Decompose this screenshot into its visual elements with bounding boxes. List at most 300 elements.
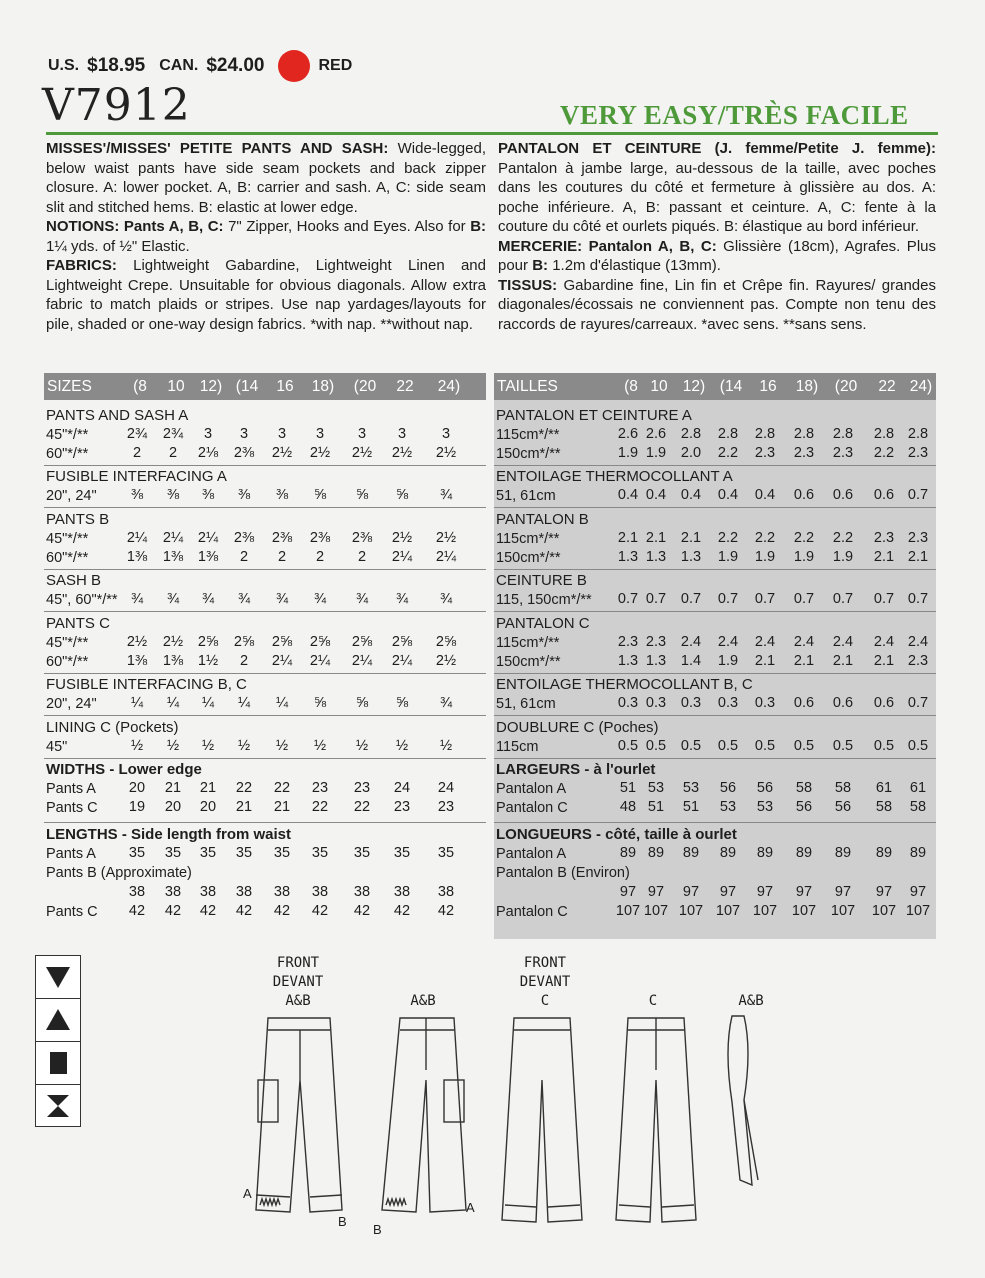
en-cell: ¾ (130, 591, 144, 608)
fr-cell: 2.4 (873, 633, 895, 650)
fr-size-header: 22 (878, 377, 896, 395)
en-length-c-cell: 42 (437, 903, 455, 920)
en-cell: 3 (315, 425, 325, 442)
fr-cell: 0.5 (907, 737, 929, 754)
fr-cell: 1.4 (680, 653, 702, 670)
en-length-c-cell: 42 (235, 903, 253, 920)
fr-section-rule (494, 465, 936, 466)
en-width-cell: 23 (311, 779, 329, 796)
fr-cell: 2.8 (907, 425, 929, 442)
us-label: U.S. (48, 57, 80, 74)
fr-length-b-cell: 97 (756, 883, 774, 900)
en-length-c-cell: 42 (311, 903, 329, 920)
front-c-line1: FRONT (523, 955, 567, 971)
en-cell: 2½ (309, 445, 331, 462)
fr-width-cell: 61 (875, 779, 893, 796)
fr-section-title: PANTALON C (496, 614, 590, 632)
fr-cell: 1.3 (645, 549, 667, 566)
fr-width-cell: 56 (719, 779, 737, 796)
en-cell: 2⅝ (391, 633, 413, 650)
en-notions-b1: Pants A, B, C: (119, 218, 224, 235)
en-section-title: FUSIBLE INTERFACING A (46, 468, 227, 486)
fr-row-label: 150cm*/** (496, 654, 561, 671)
can-label: CAN. (159, 57, 199, 74)
en-width-cell: 23 (437, 799, 455, 816)
en-section-title: SASH B (46, 572, 102, 590)
en-cell: ½ (201, 737, 215, 754)
fr-row-label: 115cm*/** (496, 426, 560, 443)
en-cell: 2⅝ (197, 633, 219, 650)
fr-section-rule (494, 611, 936, 612)
fr-cell: 1.9 (793, 549, 815, 566)
front-c-line2: DEVANT (519, 974, 571, 990)
en-length-a-cell: 35 (199, 844, 217, 861)
en-size-header: 24) (437, 377, 461, 395)
fr-length-b-cell: 97 (647, 883, 665, 900)
color-name: RED (318, 57, 353, 74)
en-cell: ⅝ (313, 695, 327, 712)
fr-cell: 2.6 (617, 425, 639, 442)
fr-section-rule (494, 822, 936, 823)
fr-length-a-cell: 89 (619, 844, 637, 861)
fr-cell: 2.3 (754, 445, 776, 462)
en-cell: ⅜ (201, 487, 215, 504)
en-cell: 2½ (435, 653, 457, 670)
fr-width-cell: 51 (647, 799, 665, 816)
en-row-label: 45" (46, 738, 68, 755)
fr-size-header: 16 (759, 377, 777, 395)
fr-cell: 2.4 (832, 633, 854, 650)
en-length-b-label: Pants B (Approximate) (46, 865, 192, 882)
fr-cell: 2.8 (680, 425, 702, 442)
en-notions-text1: 7" Zipper, Hooks and Eyes. Also for (223, 218, 471, 235)
en-length-b-cell: 38 (311, 883, 329, 900)
fr-length-c-cell: 107 (643, 903, 669, 920)
en-length-a-cell: 35 (437, 844, 455, 861)
en-section-rule (44, 822, 486, 823)
en-length-c-cell: 42 (393, 903, 411, 920)
en-section-title: FUSIBLE INTERFACING B, C (46, 676, 247, 694)
en-size-header: 22 (396, 377, 414, 395)
fr-cell: 0.3 (717, 695, 739, 712)
fr-section-rule (494, 569, 936, 570)
en-size-header: 12) (199, 377, 223, 395)
en-width-cell: 22 (235, 779, 253, 796)
en-cell: ¾ (313, 591, 327, 608)
en-cell: 2½ (162, 633, 184, 650)
fr-cell: 0.3 (617, 695, 639, 712)
en-cell: 2¾ (162, 425, 184, 442)
fr-cell: 1.3 (617, 653, 639, 670)
en-cell: 3 (441, 425, 451, 442)
en-cell: 3 (239, 425, 249, 442)
en-cell: 2¼ (391, 653, 413, 670)
en-cell: ¼ (166, 695, 180, 712)
fr-cell: 1.9 (645, 445, 667, 462)
en-cell: 2 (239, 549, 249, 566)
fr-length-b-cell: 97 (719, 883, 737, 900)
en-cell: 2 (132, 445, 142, 462)
price-row (48, 50, 352, 82)
fr-cell: 0.7 (645, 591, 667, 608)
en-cell: ¼ (275, 695, 289, 712)
fr-width-cell: 53 (719, 799, 737, 816)
fr-section-title: PANTALON B (496, 510, 589, 528)
fr-cell: 2.3 (832, 445, 854, 462)
fr-cell: 0.6 (793, 695, 815, 712)
fr-size-header: (20 (834, 377, 858, 395)
fr-cell: 2.1 (680, 529, 702, 546)
en-notions-title: NOTIONS: (46, 218, 120, 235)
en-fabrics-para (46, 256, 486, 334)
en-cell: ⅜ (166, 487, 180, 504)
en-length-a-cell: 35 (235, 844, 253, 861)
en-cell: 1½ (197, 653, 219, 670)
en-length-c-cell: 42 (164, 903, 182, 920)
en-notions-para (46, 217, 486, 256)
fr-cell: 2.1 (617, 529, 639, 546)
french-yardage-table (494, 373, 936, 939)
fr-row-label: 115cm*/** (496, 530, 560, 547)
en-row-label: 20", 24" (46, 696, 97, 713)
mark-b-1: B (338, 1214, 347, 1229)
en-cell: 2½ (391, 529, 413, 546)
fr-width-cell: 53 (682, 779, 700, 796)
fr-cell: 2.2 (873, 445, 895, 462)
en-width-cell: 23 (393, 799, 411, 816)
en-cell: 2⅝ (309, 633, 331, 650)
fr-cell: 0.4 (645, 487, 667, 504)
en-length-a-cell: 35 (393, 844, 411, 861)
mark-a-2: A (466, 1200, 475, 1215)
en-width-cell: 20 (199, 799, 217, 816)
en-cell: 1⅜ (162, 549, 184, 566)
fr-length-c-cell: 107 (715, 903, 741, 920)
en-cell: 2¼ (309, 653, 331, 670)
fr-section-rule (494, 715, 936, 716)
fr-cell: 1.9 (832, 549, 854, 566)
en-size-header: (14 (235, 377, 259, 395)
fr-length-b-cell: 97 (795, 883, 813, 900)
fr-cell: 0.5 (645, 737, 667, 754)
fr-cell: 2.4 (907, 633, 929, 650)
en-cell: 2 (357, 549, 367, 566)
fr-cell: 2.1 (832, 653, 854, 670)
en-cell: ¾ (355, 591, 369, 608)
fr-cell: 2.4 (754, 633, 776, 650)
garment-drawings (230, 1010, 790, 1240)
en-cell: 2 (315, 549, 325, 566)
en-section-rule (44, 465, 486, 466)
fr-cell: 0.3 (645, 695, 667, 712)
fr-cell: 0.4 (754, 487, 776, 504)
en-width-cell: 23 (353, 779, 371, 796)
en-desc-para (46, 139, 486, 217)
fr-length-c-cell: 107 (678, 903, 704, 920)
fr-notions-para (498, 237, 936, 276)
color-dot-icon (278, 50, 310, 82)
fr-length-b-cell: 97 (619, 883, 637, 900)
back-c-pants-drawing (616, 1018, 696, 1222)
fr-cell: 2.4 (717, 633, 739, 650)
en-row-label: 20", 24" (46, 488, 97, 505)
en-desc-title: MISSES'/MISSES' PETITE PANTS AND SASH: (46, 140, 389, 157)
en-lengths-title: LENGTHS - Side length from waist (46, 825, 292, 843)
en-cell: 2⅜ (233, 529, 255, 546)
fr-cell: 0.6 (832, 487, 854, 504)
fr-length-a-cell: 89 (647, 844, 665, 861)
fr-cell: 0.4 (680, 487, 702, 504)
en-width-cell: 21 (235, 799, 253, 816)
en-cell: ¼ (237, 695, 251, 712)
en-length-a-cell: 35 (353, 844, 371, 861)
fr-cell: 0.7 (717, 591, 739, 608)
fr-row-label: 51, 61cm (496, 488, 556, 505)
fr-length-b-cell: 97 (834, 883, 852, 900)
pattern-number: V7912 (42, 80, 191, 131)
french-description (498, 139, 936, 334)
en-cell: 2⅜ (309, 529, 331, 546)
us-price: $18.95 (87, 55, 146, 76)
en-cell: ¾ (439, 695, 453, 712)
en-cell: ¾ (275, 591, 289, 608)
fr-sizes-bar (494, 373, 936, 400)
fr-cell: 0.7 (832, 591, 854, 608)
fr-cell: 2.4 (793, 633, 815, 650)
en-section-rule (44, 715, 486, 716)
fr-cell: 0.7 (907, 591, 929, 608)
front-c-pants-drawing (502, 1018, 582, 1222)
en-cell: 2⅝ (351, 633, 373, 650)
en-length-a-cell: 35 (128, 844, 146, 861)
en-width-cell: 21 (199, 779, 217, 796)
fr-cell: 2.2 (717, 445, 739, 462)
fr-cell: 2.3 (617, 633, 639, 650)
fr-cell: 2.4 (680, 633, 702, 650)
en-cell: 2¼ (197, 529, 219, 546)
en-length-c-cell: 42 (199, 903, 217, 920)
fr-width-cell: 58 (795, 779, 813, 796)
fr-section-title: ENTOILAGE THERMOCOLLANT B, C (496, 676, 753, 694)
en-section-title: PANTS AND SASH A (46, 406, 189, 424)
fr-fabrics-para (498, 276, 936, 335)
en-cell: ½ (355, 737, 369, 754)
back-ab-pants-drawing (382, 1018, 466, 1212)
en-cell: ½ (313, 737, 327, 754)
fr-cell: 1.9 (754, 549, 776, 566)
en-sizes-label: SIZES (47, 377, 92, 395)
en-cell: ½ (166, 737, 180, 754)
en-cell: 2¼ (435, 549, 457, 566)
fr-cell: 0.5 (832, 737, 854, 754)
en-size-header: (20 (353, 377, 377, 395)
en-length-b-cell: 38 (128, 883, 146, 900)
en-cell: 2⅝ (435, 633, 457, 650)
difficulty-label: VERY EASY/TRÈS FACILE (560, 100, 909, 130)
fr-cell: 0.3 (680, 695, 702, 712)
front-ab-pants-drawing (256, 1018, 342, 1212)
fr-width-label: Pantalon C (496, 800, 568, 817)
square-icon (36, 1042, 80, 1085)
fr-length-c-cell: 107 (791, 903, 817, 920)
fr-cell: 2.0 (680, 445, 702, 462)
en-cell: ½ (237, 737, 251, 754)
en-cell: 1⅜ (126, 653, 148, 670)
fr-size-header: 18) (795, 377, 819, 395)
en-cell: ¾ (201, 591, 215, 608)
en-length-b-cell: 38 (235, 883, 253, 900)
fr-widths-title: LARGEURS - à l'ourlet (496, 760, 656, 778)
en-cell: 1⅜ (197, 549, 219, 566)
fr-width-label: Pantalon A (496, 780, 567, 797)
en-width-label: Pants A (46, 780, 96, 797)
fr-cell: 2.1 (907, 549, 929, 566)
front-c-line3: C (540, 993, 550, 1009)
can-price: $24.00 (206, 55, 265, 76)
fr-cell: 2.8 (754, 425, 776, 442)
hourglass-icon (36, 1085, 80, 1127)
fr-width-cell: 53 (756, 799, 774, 816)
fr-length-a-label: Pantalon A (496, 845, 567, 862)
en-cell: ⅝ (395, 487, 409, 504)
en-row-label: 60"*/** (46, 446, 89, 463)
fr-length-a-cell: 89 (834, 844, 852, 861)
en-size-header: 18) (311, 377, 335, 395)
en-row-label: 45"*/** (46, 426, 89, 443)
fr-cell: 0.7 (907, 695, 929, 712)
fr-cell: 2.2 (793, 529, 815, 546)
fr-notions-text2: 1.2m d'élastique (13mm). (548, 257, 721, 274)
en-cell: ⅝ (355, 695, 369, 712)
en-width-cell: 21 (273, 799, 291, 816)
fr-length-a-cell: 89 (909, 844, 927, 861)
en-row-label: 45"*/** (46, 530, 89, 547)
fr-cell: 0.7 (907, 487, 929, 504)
fr-length-b-cell: 97 (875, 883, 893, 900)
fr-length-a-cell: 89 (756, 844, 774, 861)
fr-cell: 0.7 (754, 591, 776, 608)
en-cell: ¾ (439, 487, 453, 504)
english-yardage-table (44, 373, 486, 939)
fr-size-header: 12) (682, 377, 706, 395)
en-cell: ¾ (439, 591, 453, 608)
en-cell: 3 (357, 425, 367, 442)
fr-size-header: 10 (650, 377, 668, 395)
fr-fabrics-title: TISSUS: (498, 276, 558, 294)
en-cell: 3 (397, 425, 407, 442)
en-width-cell: 22 (311, 799, 329, 816)
en-width-cell: 19 (128, 799, 146, 816)
en-cell: 2 (168, 445, 178, 462)
en-cell: ⅝ (313, 487, 327, 504)
fr-width-cell: 61 (909, 779, 927, 796)
fr-cell: 2.3 (907, 445, 929, 462)
header-rule (46, 132, 938, 135)
fr-cell: 2.3 (793, 445, 815, 462)
en-cell: ½ (130, 737, 144, 754)
fr-cell: 2.8 (832, 425, 854, 442)
triangle-down-icon (36, 956, 80, 999)
en-cell: ⅝ (395, 695, 409, 712)
en-size-header: 16 (276, 377, 294, 395)
fr-length-a-cell: 89 (795, 844, 813, 861)
fr-size-header: (8 (624, 377, 638, 395)
en-notions-b2: B: (470, 218, 487, 235)
en-width-label: Pants C (46, 800, 98, 817)
en-cell: 2½ (351, 445, 373, 462)
en-cell: ¼ (201, 695, 215, 712)
fr-cell: 0.5 (754, 737, 776, 754)
fr-section-title: DOUBLURE C (Poches) (496, 718, 659, 736)
fr-cell: 2.3 (873, 529, 895, 546)
fr-cell: 0.6 (873, 695, 895, 712)
en-cell: 2¾ (126, 425, 148, 442)
en-cell: 2½ (391, 445, 413, 462)
en-section-rule (44, 569, 486, 570)
triangle-up-icon (36, 999, 80, 1042)
fr-width-cell: 53 (647, 779, 665, 796)
en-section-title: PANTS B (46, 510, 110, 528)
en-cell: 2¼ (391, 549, 413, 566)
fr-cell: 0.7 (617, 591, 639, 608)
fr-length-a-cell: 89 (719, 844, 737, 861)
en-row-label: 60"*/** (46, 654, 89, 671)
en-cell: 2 (239, 653, 249, 670)
en-cell: 2½ (126, 633, 148, 650)
fr-desc-para (498, 139, 936, 237)
en-row-label: 60"*/** (46, 550, 89, 567)
en-length-a-cell: 35 (311, 844, 329, 861)
fr-cell: 1.3 (680, 549, 702, 566)
en-cell: 2 (277, 549, 287, 566)
fr-row-label: 150cm*/** (496, 550, 561, 567)
fr-row-label: 115, 150cm*/** (496, 592, 592, 609)
en-length-a-cell: 35 (273, 844, 291, 861)
fr-size-header: 24) (909, 377, 933, 395)
en-cell: ¾ (166, 591, 180, 608)
fr-cell: 2.1 (793, 653, 815, 670)
en-cell: 2¼ (162, 529, 184, 546)
fr-cell: 2.2 (832, 529, 854, 546)
fr-width-cell: 56 (756, 779, 774, 796)
fr-length-c-cell: 107 (615, 903, 641, 920)
fr-section-rule (494, 507, 936, 508)
fr-width-cell: 58 (834, 779, 852, 796)
fr-cell: 0.5 (680, 737, 702, 754)
fr-cell: 2.1 (873, 653, 895, 670)
en-row-label: 45", 60"*/** (46, 592, 118, 609)
front-ab-label (258, 954, 338, 1011)
en-notions-text2: 1¼ yds. of ½" Elastic. (46, 237, 190, 255)
en-length-b-cell: 38 (273, 883, 291, 900)
fr-cell: 0.7 (680, 591, 702, 608)
fr-cell: 2.1 (873, 549, 895, 566)
en-cell: 3 (203, 425, 213, 442)
en-length-a-label: Pants A (46, 845, 96, 862)
en-cell: 1⅜ (162, 653, 184, 670)
fr-cell: 0.3 (754, 695, 776, 712)
en-section-rule (44, 673, 486, 674)
en-cell: ½ (439, 737, 453, 754)
fr-length-a-cell: 89 (682, 844, 700, 861)
en-cell: 2⅛ (197, 445, 219, 462)
fr-length-c-cell: 107 (905, 903, 931, 920)
fr-cell: 1.3 (617, 549, 639, 566)
fr-cell: 0.6 (832, 695, 854, 712)
en-cell: ⅜ (275, 487, 289, 504)
en-cell: 2½ (271, 445, 293, 462)
en-cell: 2⅜ (233, 445, 255, 462)
